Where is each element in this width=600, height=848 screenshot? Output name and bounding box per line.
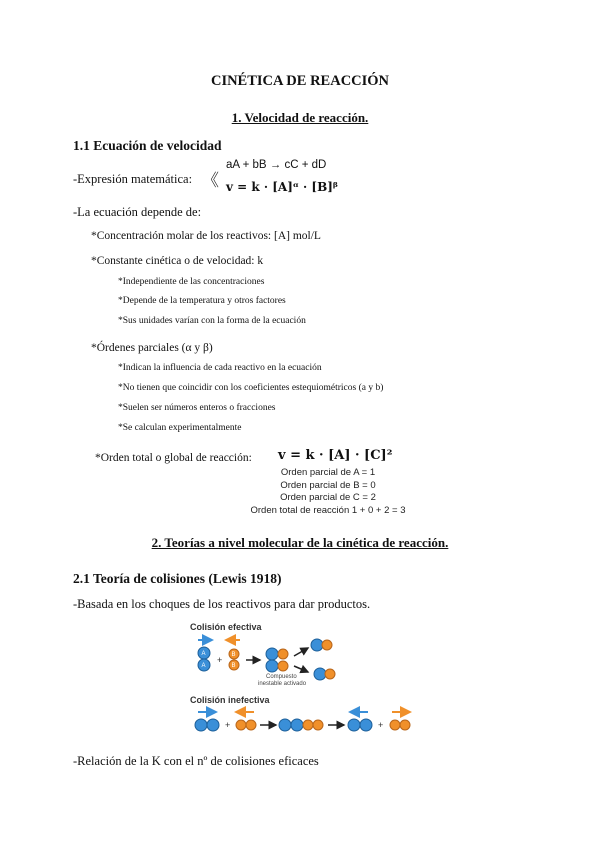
relation-text: -Relación de la K con el nº de colisiones eficaces [73, 754, 319, 768]
item-orden-total: *Orden total o global de reacción: [95, 452, 252, 464]
arrow-up-right-icon [294, 648, 308, 656]
svg-text:B: B [231, 652, 236, 658]
arrow-down-right-icon [294, 666, 308, 672]
order-total: Orden total de reacción 1 + 0 + 2 = 3 [250, 505, 406, 516]
subitem-influencia: *Indican la influencia de cada reactivo en la ecuación [118, 363, 322, 373]
item-constante: *Constante cinética o de velocidad: k [91, 255, 264, 267]
expression-label: -Expresión matemática: [73, 172, 193, 186]
item-ordenes-parciales: *Órdenes parciales (α y β) [91, 342, 213, 354]
reaction-equation: aA + bB → cC + dD [226, 159, 327, 171]
reactant-a-pair [198, 647, 210, 671]
subsection-ecuacion-velocidad: 1.1 Ecuación de velocidad [73, 138, 222, 153]
order-c: Orden parcial de C = 2 [280, 492, 376, 503]
subitem-experimentalmente: *Se calculan experimentalmente [118, 423, 242, 433]
example-rate-equation: v = k · [A] · [C]² [278, 448, 393, 463]
ineffective-collision-label: Colisión inefectiva [190, 695, 270, 705]
subitem-coeficientes: *No tienen que coincidir con los coeficientes estequiométricos (a y b) [118, 383, 384, 393]
subsection-teoria-colisiones: 2.1 Teoría de colisiones (Lewis 1918) [73, 571, 282, 586]
collision-diagram [188, 620, 418, 738]
svg-text:A: A [201, 651, 206, 657]
reactant-b-pair [229, 649, 239, 670]
reactant-aa-row [195, 719, 219, 731]
depends-label: -La ecuación depende de: [73, 205, 202, 219]
page-title: CINÉTICA DE REACCIÓN [210, 73, 390, 89]
subitem-independiente: *Independiente de las concentraciones [118, 277, 265, 287]
subitem-enteros: *Suelen ser números enteros o fracciones [118, 403, 276, 413]
plus-sign-2: + [225, 720, 231, 730]
collision-cluster [279, 719, 323, 731]
product-ab-bottom [314, 668, 335, 680]
svg-text:A: A [201, 663, 206, 669]
complex-label-1: Compuesto [266, 674, 297, 680]
basis-text: -Basada en los choques de los reactivos para dar productos. [73, 597, 371, 611]
product-bb-row [390, 720, 410, 730]
product-ab-top [311, 639, 332, 651]
double-bracket-icon: 《 [202, 171, 219, 191]
plus-sign: + [217, 655, 223, 665]
reactant-bb-row [236, 720, 256, 730]
subitem-depende-temperatura: *Depende de la temperatura y otros factores [118, 296, 286, 306]
order-b: Orden parcial de B = 0 [280, 480, 376, 491]
item-concentracion: *Concentración molar de los reactivos: [A] mol/L [91, 230, 321, 242]
section-heading-velocidad: 1. Velocidad de reacción. [231, 110, 369, 125]
plus-sign-3: + [378, 720, 384, 730]
effective-collision-label: Colisión efectiva [190, 622, 262, 632]
complex-label-2: inestable activado [258, 681, 307, 687]
activated-complex [266, 648, 288, 672]
product-aa-row [348, 719, 372, 731]
rate-equation: v = k · [A]ᵅ · [B]ᵝ [226, 180, 338, 194]
svg-text:B: B [231, 663, 236, 669]
subitem-unidades: *Sus unidades varían con la forma de la ecuación [118, 316, 306, 326]
section-heading-teorias: 2. Teorías a nivel molecular de la cinética de reacción. [151, 535, 449, 550]
order-a: Orden parcial de A = 1 [280, 467, 376, 478]
